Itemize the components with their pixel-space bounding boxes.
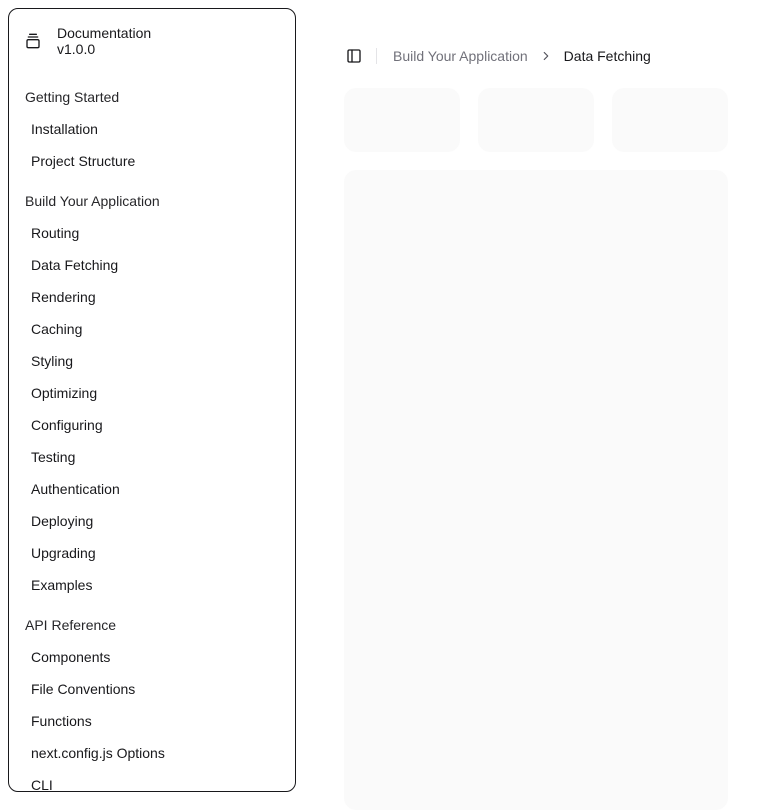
- app-name: Documentation: [57, 25, 152, 41]
- page-header: [344, 44, 651, 68]
- section-title: API Reference: [25, 617, 117, 633]
- sidebar-nav: [9, 81, 295, 792]
- section-title: Getting Started: [25, 89, 120, 105]
- sidebar-item-components[interactable]: Components: [31, 649, 111, 665]
- sidebar-item-file-conventions[interactable]: File Conventions: [31, 681, 136, 697]
- sidebar-item-testing[interactable]: Testing: [31, 449, 76, 465]
- sidebar-item-configuring[interactable]: Configuring: [31, 417, 103, 433]
- header-divider: [376, 48, 377, 64]
- sidebar-item-deploying[interactable]: Deploying: [31, 513, 94, 529]
- app-version: v1.0.0: [57, 41, 96, 57]
- sidebar-item-installation[interactable]: Installation: [31, 121, 98, 137]
- sidebar-item-rendering[interactable]: Rendering: [31, 289, 96, 305]
- app-info: [57, 25, 151, 57]
- sidebar-item-next-config-options[interactable]: next.config.js Options: [31, 745, 165, 761]
- sidebar-item-examples[interactable]: Examples: [31, 577, 93, 593]
- sidebar-item-upgrading[interactable]: Upgrading: [31, 545, 96, 561]
- sidebar-item-optimizing[interactable]: Optimizing: [31, 385, 98, 401]
- sidebar-item-caching[interactable]: Caching: [31, 321, 83, 337]
- section-title: Build Your Application: [25, 193, 160, 209]
- nav-section-build-your-application: [9, 185, 295, 601]
- nav-section-getting-started: [9, 81, 295, 177]
- sidebar-item-cli[interactable]: CLI: [31, 777, 53, 792]
- sidebar-item-data-fetching[interactable]: Data Fetching: [31, 257, 119, 273]
- sidebar-item-authentication[interactable]: Authentication: [31, 481, 120, 497]
- nav-section-api-reference: [9, 609, 295, 792]
- chevron-right-icon: [538, 48, 554, 64]
- sidebar-item-styling[interactable]: Styling: [31, 353, 74, 369]
- sidebar-item-functions[interactable]: Functions: [31, 713, 92, 729]
- sidebar-header[interactable]: [25, 25, 151, 57]
- placeholder-content-panel: [344, 170, 728, 810]
- placeholder-card: [612, 88, 728, 152]
- sidebar: [8, 8, 296, 792]
- breadcrumb-parent[interactable]: Build Your Application: [393, 48, 528, 64]
- gallery-vertical-end-icon: [25, 33, 41, 49]
- placeholder-card: [478, 88, 594, 152]
- placeholder-card: [344, 88, 460, 152]
- sidebar-item-routing[interactable]: Routing: [31, 225, 80, 241]
- sidebar-item-project-structure[interactable]: Project Structure: [31, 153, 136, 169]
- breadcrumb-current: Data Fetching: [563, 48, 651, 64]
- panel-left-icon[interactable]: [344, 46, 364, 66]
